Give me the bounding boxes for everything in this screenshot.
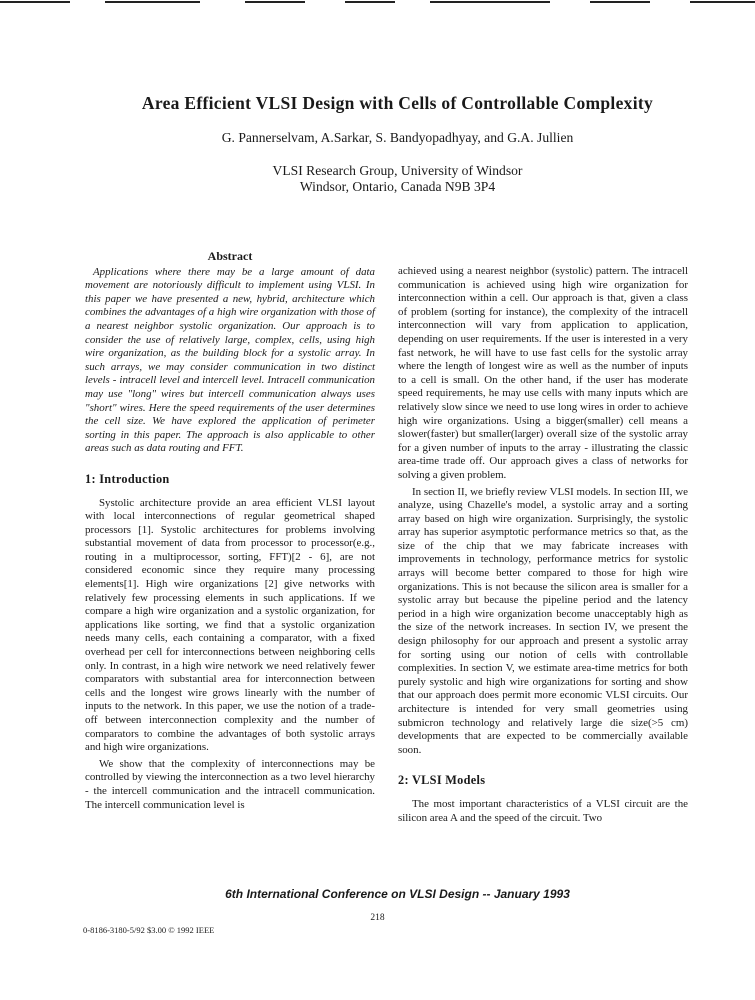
paper-title: Area Efficient VLSI Design with Cells of Controllable Complexity [141, 93, 654, 113]
intro-paragraph-2: We show that the complexity of interconnections may be controlled by viewing the interconnection as a two level hierarchy - the intercell communication and the intracell communication. The intercell communication level is [85, 757, 375, 811]
section-2-heading: 2: VLSI Models [398, 773, 486, 788]
author-list: G. Pannerselvam, A.Sarkar, S. Bandyopadhyay, and G.A. Jullien [221, 130, 574, 145]
affiliation-line-1: VLSI Research Group, University of Windsor [272, 163, 523, 178]
affiliation [40, 163, 755, 195]
left-column [85, 250, 375, 815]
section-1-heading: 1: Introduction [85, 471, 170, 486]
conference-footer: 6th International Conference on VLSI Design -- January 1993 [225, 887, 570, 901]
affiliation-line-2: Windsor, Ontario, Canada N9B 3P4 [299, 179, 496, 194]
scan-top-edge [0, 0, 755, 4]
abstract-heading: Abstract [207, 249, 253, 263]
intro-paragraph-1: Systolic architecture provide an area efficient VLSI layout with local interconnections of regular geometrical shaped processors [1]. Systolic architectures for problems involving substantial movement of data from processor to processor(e.g., routing in a multiprocessor, sorting, FFT)[2 - 6], are not considered economic since they require many processing elements[1]. High wire organizations [2] give networks with relatively few processing elements in such applications. If we compare a high wire organization and a systolic organization, for applications like sorting, we find that a systolic organization needs many cells, each containing a comparator, with a fixed overhead per cell for interconnections between neighboring cells only. In contrast, in a high wire network we need relatively fewer comparators with substantial area for interconnection between cells and the longest wire grows linearly with the number of inputs to the network. In this paper, we use the notion of a trade-off between interconnection complexity and the number of comparators to combine the advantages of both systolic arrays and high wire organizations. [85, 496, 375, 754]
page-number: 218 [370, 913, 385, 923]
right-paragraph-2: In section II, we briefly review VLSI models. In section III, we analyze, using Chazelle's model, a systolic array and a sorting array based on high wire organization. Surprisingly, the systolic array has superior asymptotic performance metrics so that, as the size of the chip that we may fabricate increases with improvements in technology, performance metrics for systolic arrays will become better compared to those for high wire organizations. This is not because the silicon area is smaller for a systolic array but because the pipeline period and the latency period in a high wire organization become unacceptably high as the size of the network increases. In section IV, we present the design philosophy for our approach and present a systolic array for sorting using our notion of cells with controllable complexities. In section V, we estimate area-time metrics for both purely systolic and high wire organizations for sorting and show that our approach does permit more economic VLSI circuits. Our architecture is intended for very small geometries using submicron technology and relatively large die size(>5 cm) developments that are expected to be commercially available soon. [398, 485, 688, 756]
models-paragraph-1: The most important characteristics of a VLSI circuit are the silicon area A and the speed of the circuit. Two [398, 797, 688, 824]
copyright-line: 0-8186-3180-5/92 $3.00 © 1992 IEEE [83, 925, 215, 935]
right-column [398, 265, 688, 828]
right-paragraph-1: achieved using a nearest neighbor (systolic) pattern. The intracell communication is achieved using high wire organization for interconnection within a cell. Our approach is that, given a class of problem (sorting for instance), the complexity of the intracell interconnection will vary from application to application, depending on user requirements. If the user is interested in a very fast network, he will have to use fast cells for the systolic array where the length of longest wire as well as the number of inputs to a cell is small. On the other hand, if the user has moderate speed requirements, he may use cells with many inputs which are relatively slow since we need to use long wires in order to achieve high wire organizations. Using a bigger(smaller) cell means a slower(faster) but smaller(larger) overall size of the systolic array for a given number of inputs to the array - illustrating the classic area-time trade off. Our approach gives a class of networks for solving a given problem. [398, 265, 688, 481]
abstract-text: Applications where there may be a large amount of data movement are notoriously difficult to implement using VLSI. In this paper we have presented a new, hybrid, architecture which combines the advantages of a high wire organization with those of a nearest neighbor systolic organization. Our approach is to consider the use of relatively large, complex, cells, using high wire organization, as the building block for a systolic array. In such arrays, we may consider communication in two distinct levels - intracell level and intercell level. Intracell communication may use "long" wires but intercell communication always uses "short" wires. Here the speed requirements of the user determines the cell size. We have explored the application of perimeter sorting in this paper. The approach is also applicable to other areas such as data routing and FFT. [85, 265, 375, 455]
